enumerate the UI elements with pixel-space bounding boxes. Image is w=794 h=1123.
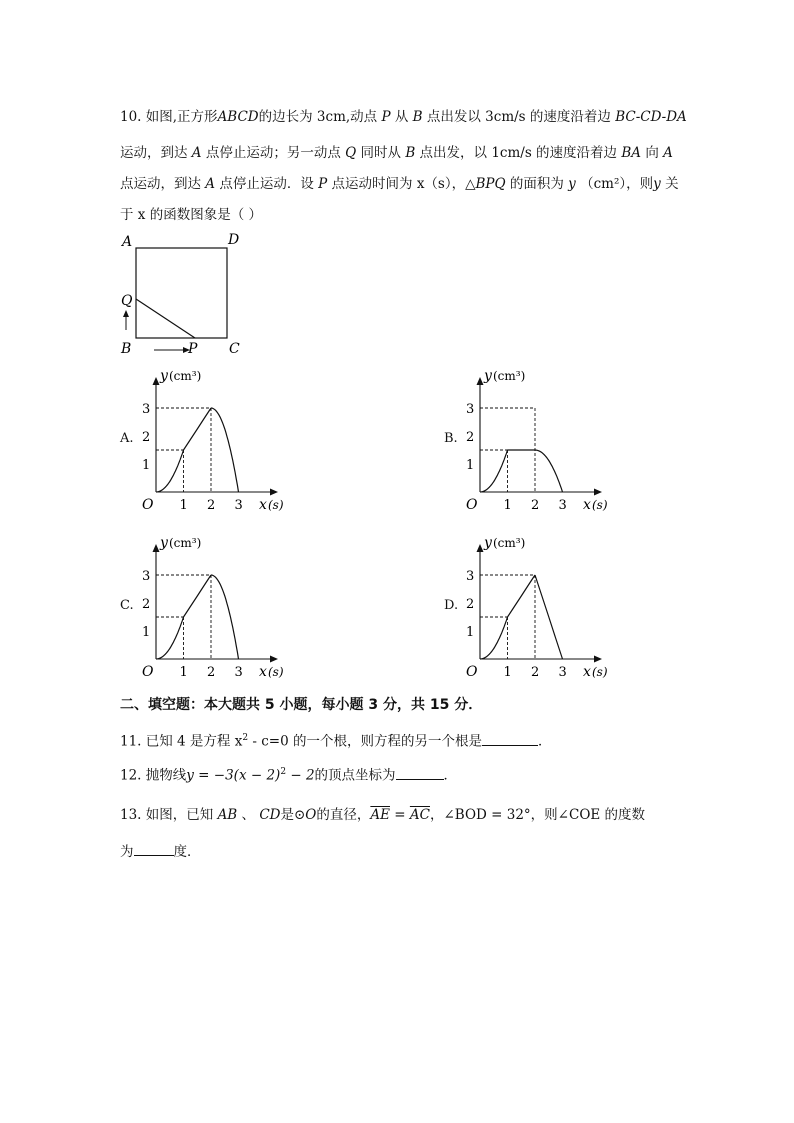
y-tick-label: 3 bbox=[142, 402, 151, 417]
graph-option-d bbox=[462, 529, 612, 685]
y-tick-label: 2 bbox=[466, 597, 475, 612]
curve-segment-2 bbox=[184, 408, 212, 450]
x-tick-label: 1 bbox=[503, 665, 512, 680]
q11-answer-blank[interactable] bbox=[482, 733, 538, 746]
x-tick-label: 3 bbox=[558, 498, 567, 513]
y-tick-label: 1 bbox=[142, 625, 151, 640]
q12-answer-blank[interactable] bbox=[396, 767, 444, 780]
x-tick-label: 2 bbox=[531, 665, 540, 680]
x-axis-arrow bbox=[594, 656, 602, 663]
label-D: D bbox=[228, 232, 240, 248]
curve-segment-1 bbox=[156, 617, 184, 659]
x-axis-unit: (s) bbox=[592, 665, 608, 679]
y-tick-label: 2 bbox=[466, 430, 475, 445]
y-tick-label: 2 bbox=[142, 430, 151, 445]
x-tick-label: 2 bbox=[207, 498, 216, 513]
y-axis-unit: (cm³) bbox=[493, 536, 526, 550]
segment-qp bbox=[136, 299, 195, 338]
curve-segment-1 bbox=[480, 617, 508, 659]
x-axis-arrow bbox=[594, 489, 602, 496]
option-a-label[interactable]: A. bbox=[120, 431, 134, 446]
x-tick-label: 3 bbox=[558, 665, 567, 680]
q10-line2: 运动，到达 A 点停止运动；另一动点 Q 同时从 B 点出发，以 1cm/s 的速度沿着边 BA 向 A bbox=[120, 145, 673, 161]
x-axis-unit: (s) bbox=[592, 498, 608, 512]
y-axis-label: y bbox=[160, 535, 168, 551]
y-axis-unit: (cm³) bbox=[493, 369, 526, 383]
y-axis-arrow bbox=[153, 544, 160, 552]
square-abcd bbox=[136, 248, 227, 338]
y-axis-label: y bbox=[484, 535, 492, 551]
q13-line2: 为 度． bbox=[120, 844, 201, 860]
x-axis-arrow bbox=[270, 489, 278, 496]
q10-line4: 于 x 的函数图象是（ ） bbox=[120, 207, 262, 223]
x-axis-label: x bbox=[259, 664, 267, 680]
x-tick-label: 3 bbox=[234, 498, 243, 513]
y-axis-arrow bbox=[477, 377, 484, 385]
curve-segment-1 bbox=[156, 450, 184, 492]
curve-segment-3 bbox=[535, 575, 563, 659]
y-axis-label: y bbox=[160, 368, 168, 384]
curve-segment-3 bbox=[211, 575, 239, 659]
x-axis-label: x bbox=[583, 497, 591, 513]
origin-label: O bbox=[466, 497, 478, 513]
x-tick-label: 1 bbox=[179, 665, 188, 680]
y-tick-label: 1 bbox=[142, 458, 151, 473]
y-tick-label: 3 bbox=[466, 569, 475, 584]
y-tick-label: 3 bbox=[142, 569, 151, 584]
x-axis-unit: (s) bbox=[268, 498, 284, 512]
curve-segment-2 bbox=[508, 575, 536, 617]
x-tick-label: 1 bbox=[179, 498, 188, 513]
y-tick-label: 3 bbox=[466, 402, 475, 417]
graph-option-a bbox=[138, 362, 288, 518]
y-tick-label: 1 bbox=[466, 458, 475, 473]
x-tick-label: 3 bbox=[234, 665, 243, 680]
graph-option-c bbox=[138, 529, 288, 685]
square-figure bbox=[110, 228, 260, 360]
curve-segment-3 bbox=[211, 408, 239, 492]
origin-label: O bbox=[142, 664, 154, 680]
y-tick-label: 1 bbox=[466, 625, 475, 640]
x-axis-label: x bbox=[583, 664, 591, 680]
x-tick-label: 1 bbox=[503, 498, 512, 513]
option-d-label[interactable]: D. bbox=[444, 598, 459, 613]
y-tick-label: 2 bbox=[142, 597, 151, 612]
label-B: B bbox=[121, 341, 132, 357]
x-axis-unit: (s) bbox=[268, 665, 284, 679]
x-axis-label: x bbox=[259, 497, 267, 513]
option-b-label[interactable]: B. bbox=[444, 431, 458, 446]
y-axis-unit: (cm³) bbox=[169, 536, 202, 550]
option-c-label[interactable]: C. bbox=[120, 598, 134, 613]
y-axis-label: y bbox=[484, 368, 492, 384]
origin-label: O bbox=[466, 664, 478, 680]
q10-line1: 10. 如图,正方形ABCD的边长为 3cm,动点 P 从 B 点出发以 3cm/s 的速度沿着边 BC-CD-DA bbox=[120, 109, 687, 125]
arc-ac: $\overline{AC}$ bbox=[409, 807, 430, 823]
curve-segment-2 bbox=[184, 575, 212, 617]
x-tick-label: 2 bbox=[207, 665, 216, 680]
y-axis-unit: (cm³) bbox=[169, 369, 202, 383]
label-P: P bbox=[188, 341, 198, 357]
graph-option-b bbox=[462, 362, 612, 518]
origin-label: O bbox=[142, 497, 154, 513]
arc-ae: $\overline{AE}$ bbox=[370, 807, 390, 823]
q13-answer-blank[interactable] bbox=[134, 843, 174, 856]
q13-line1: 13. 如图，已知 AB 、 CD是⊙O的直径，$\overline{AE} = \overline{AC}$，∠BOD = 32°，则∠COE 的度数 bbox=[120, 807, 646, 823]
q11: 11. 已知 4 是方程 $x^2 - c=0$ 的一个根，则方程的另一个根是 ． bbox=[120, 733, 552, 750]
label-Q: Q bbox=[121, 293, 133, 309]
section2-title: 二、填空题：本大题共 5 小题，每小题 3 分，共 15 分． bbox=[120, 697, 483, 713]
y-axis-arrow bbox=[477, 544, 484, 552]
q12: 12. 抛物线$y = -3(x - 2)^2 - 2$的顶点坐标为 ． bbox=[120, 767, 458, 784]
q10-line3: 点运动，到达 A 点停止运动．设 P 点运动时间为 x（s），△BPQ 的面积为 y （cm²），则y 关 bbox=[120, 176, 679, 192]
x-tick-label: 2 bbox=[531, 498, 540, 513]
curve-segment-1 bbox=[480, 450, 508, 492]
label-C: C bbox=[229, 341, 240, 357]
y-axis-arrow bbox=[153, 377, 160, 385]
label-A: A bbox=[122, 234, 133, 250]
arrow-up-head bbox=[123, 310, 129, 317]
curve-segment-3 bbox=[535, 450, 563, 492]
x-axis-arrow bbox=[270, 656, 278, 663]
